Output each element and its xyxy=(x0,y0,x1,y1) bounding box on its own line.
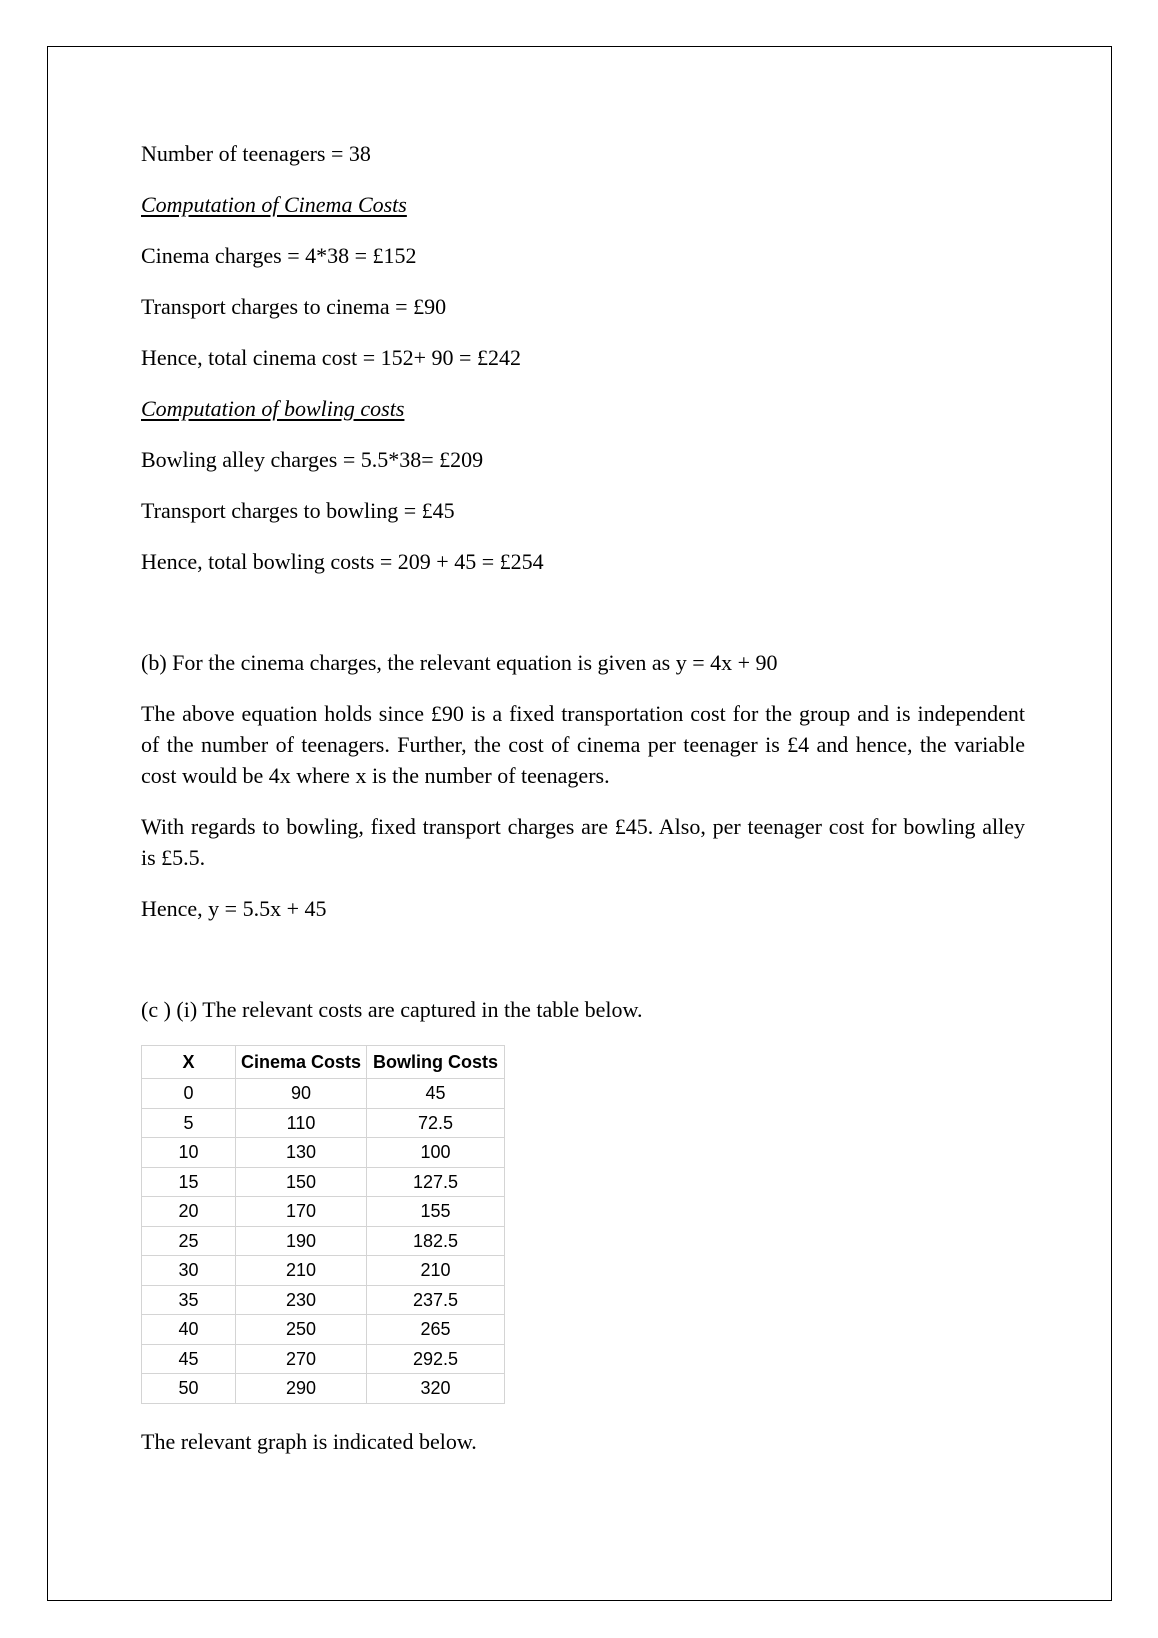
cell-x: 25 xyxy=(142,1226,236,1256)
table-row xyxy=(142,1285,505,1315)
cell-cinema-cost: 90 xyxy=(236,1079,367,1109)
cell-cinema-cost: 250 xyxy=(236,1315,367,1345)
costs-table xyxy=(141,1045,505,1404)
table-intro: (c ) (i) The relevant costs are captured in the table below. xyxy=(141,997,643,1022)
bowling-total: Hence, total bowling costs = 209 + 45 = £254 xyxy=(141,549,544,574)
cell-bowling-cost: 292.5 xyxy=(367,1344,505,1374)
cinema-charges: Cinema charges = 4*38 = £152 xyxy=(141,243,417,268)
bowling-costs-heading: Computation of bowling costs xyxy=(141,396,405,421)
cell-cinema-cost: 190 xyxy=(236,1226,367,1256)
table-header-row xyxy=(142,1046,505,1079)
cell-cinema-cost: 230 xyxy=(236,1285,367,1315)
cell-bowling-cost: 100 xyxy=(367,1138,505,1168)
teenagers-count: Number of teenagers = 38 xyxy=(141,141,371,166)
cinema-equation: (b) For the cinema charges, the relevant equation is given as y = 4x + 90 xyxy=(141,650,778,675)
header-x: X xyxy=(142,1046,236,1079)
cell-x: 10 xyxy=(142,1138,236,1168)
cell-cinema-cost: 290 xyxy=(236,1374,367,1404)
table-row xyxy=(142,1226,505,1256)
cinema-total: Hence, total cinema cost = 152+ 90 = £242 xyxy=(141,345,521,370)
equation-explanation: The above equation holds since £90 is a fixed transportation cost for the group and is independent of the number of teenagers. Further, the cost of cinema per teenager is £4 and hence, the variable cost would be 4x where x is the number of teenagers. xyxy=(141,701,1025,788)
table-row xyxy=(142,1167,505,1197)
cell-cinema-cost: 170 xyxy=(236,1197,367,1227)
cinema-costs-heading: Computation of Cinema Costs xyxy=(141,192,407,217)
table-row xyxy=(142,1138,505,1168)
header-cinema-costs: Cinema Costs xyxy=(236,1046,367,1079)
cell-cinema-cost: 110 xyxy=(236,1108,367,1138)
bowling-note: With regards to bowling, fixed transport charges are £45. Also, per teenager cost for bowling alley is £5.5. xyxy=(141,814,1025,870)
cell-x: 40 xyxy=(142,1315,236,1345)
graph-note: The relevant graph is indicated below. xyxy=(141,1428,477,1454)
cell-x: 0 xyxy=(142,1079,236,1109)
cell-bowling-cost: 45 xyxy=(367,1079,505,1109)
cell-x: 35 xyxy=(142,1285,236,1315)
cell-bowling-cost: 210 xyxy=(367,1256,505,1286)
table-row xyxy=(142,1315,505,1345)
table-row xyxy=(142,1256,505,1286)
cell-bowling-cost: 182.5 xyxy=(367,1226,505,1256)
cell-bowling-cost: 127.5 xyxy=(367,1167,505,1197)
bowling-charges: Bowling alley charges = 5.5*38= £209 xyxy=(141,447,484,472)
bowling-transport: Transport charges to bowling = £45 xyxy=(141,498,455,523)
costs-table-body xyxy=(142,1079,505,1404)
cell-x: 5 xyxy=(142,1108,236,1138)
header-bowling-costs: Bowling Costs xyxy=(367,1046,505,1079)
cell-cinema-cost: 210 xyxy=(236,1256,367,1286)
cell-bowling-cost: 265 xyxy=(367,1315,505,1345)
document-body xyxy=(141,138,1025,1477)
cell-cinema-cost: 270 xyxy=(236,1344,367,1374)
cell-x: 15 xyxy=(142,1167,236,1197)
table-row xyxy=(142,1197,505,1227)
cell-bowling-cost: 237.5 xyxy=(367,1285,505,1315)
cell-cinema-cost: 130 xyxy=(236,1138,367,1168)
table-row xyxy=(142,1108,505,1138)
cell-bowling-cost: 155 xyxy=(367,1197,505,1227)
bowling-equation: Hence, y = 5.5x + 45 xyxy=(141,896,327,921)
cell-bowling-cost: 72.5 xyxy=(367,1108,505,1138)
cell-x: 30 xyxy=(142,1256,236,1286)
cell-x: 45 xyxy=(142,1344,236,1374)
cell-x: 20 xyxy=(142,1197,236,1227)
table-row xyxy=(142,1079,505,1109)
cell-cinema-cost: 150 xyxy=(236,1167,367,1197)
table-row xyxy=(142,1344,505,1374)
table-row xyxy=(142,1374,505,1404)
cinema-transport: Transport charges to cinema = £90 xyxy=(141,294,447,319)
cell-bowling-cost: 320 xyxy=(367,1374,505,1404)
cell-x: 50 xyxy=(142,1374,236,1404)
